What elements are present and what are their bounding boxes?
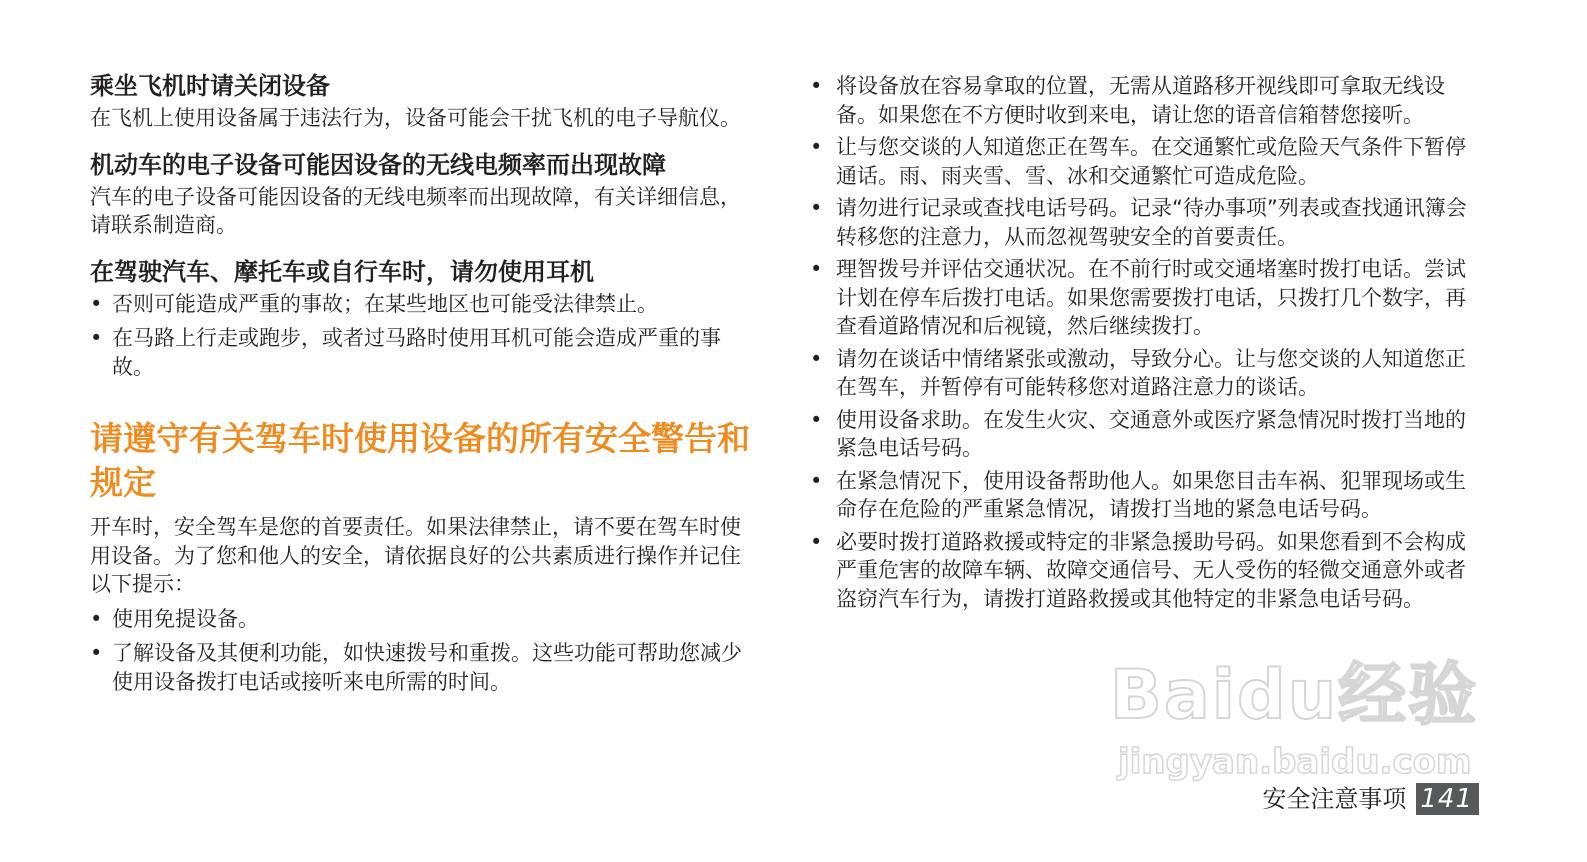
page-number: 141 — [1416, 783, 1479, 815]
watermark-logo: Baidu经验 — [1110, 656, 1479, 735]
list-item: • 使用设备求助。在发生火灾、交通意外或医疗紧急情况时拨打当地的紧急电话号码。 — [810, 407, 1466, 460]
baidu-watermark — [1110, 648, 1480, 788]
section-title-headphones: 在驾驶汽车、摩托车或自行车时，请勿使用耳机 — [90, 257, 594, 286]
bullet-icon: • — [810, 196, 823, 220]
page-footer — [1262, 782, 1479, 816]
section-body-airplane: 在飞机上使用设备属于违法行为，设备可能会干扰飞机的电子导航仪。 — [90, 106, 741, 130]
list-item: • 请勿进行记录或查找电话号码。记录“待办事项”列表或查找通讯簿会转移您的注意力，从而忽视驾驶安全的首要责任。 — [810, 196, 1467, 249]
right-column — [810, 72, 1500, 617]
bullet-icon: • — [810, 529, 823, 554]
list-item: • 使用免提设备。 — [90, 605, 758, 634]
section-title-vehicle-electronics: 机动车的电子设备可能因设备的无线电频率而出现故障 — [90, 150, 666, 179]
list-item: • 请勿在谈话中情绪紧张或激动，导致分心。让与您交谈的人知道您正在驾车，并暂停有可能转移您对道路注意力的谈话。 — [810, 346, 1466, 399]
driving-tips-list — [810, 72, 1480, 613]
bullet-icon: • — [90, 291, 103, 316]
list-item: • 在紧急情况下，使用设备帮助他人。如果您目击车祸、犯罪现场或生命存在危险的严重紧急情况，请拨打当地的紧急电话号码。 — [810, 468, 1466, 521]
bullet-icon: • — [810, 74, 823, 98]
driving-intro: 开车时，安全驾车是您的首要责任。如果法律禁止，请不要在驾车时使用设备。为了您和他人的安全，请依据良好的公共素质进行操作并记住以下提示： — [90, 515, 741, 596]
section-body-vehicle-electronics: 汽车的电子设备可能因设备的无线电频率而出现故障，有关详细信息，请联系制造商。 — [90, 184, 741, 237]
watermark-url: jingyan.baidu.com — [1118, 742, 1472, 782]
bullet-icon: • — [810, 468, 823, 493]
bullet-icon: • — [90, 606, 103, 631]
bullet-icon: • — [90, 326, 103, 350]
list-item: • 在马路上行走或跑步，或者过马路时使用耳机可能会造成严重的事故。 — [90, 326, 721, 379]
list-item: • 了解设备及其便利功能，如快速拨号和重拨。这些功能可帮助您减少使用设备拨打电话或接听来电所需的时间。 — [90, 641, 742, 694]
driving-bullet-list — [90, 605, 758, 697]
bullet-icon: • — [810, 135, 823, 159]
list-item: • 让与您交谈的人知道您正在驾车。在交通繁忙或危险天气条件下暂停通话。雨、雨夹雪、雪、冰和交通繁忙可造成危险。 — [810, 135, 1466, 188]
bullet-icon: • — [810, 257, 823, 281]
bullet-icon: • — [810, 346, 823, 371]
footer-section-label: 安全注意事项 — [1262, 785, 1407, 813]
list-item: • 否则可能造成严重的事故；在某些地区也可能受法律禁止。 — [90, 290, 740, 319]
left-column — [90, 70, 770, 702]
bullet-icon: • — [90, 641, 103, 665]
headphones-bullet-list — [90, 290, 740, 382]
list-item: • 将设备放在容易拿取的位置，无需从道路移开视线即可拿取无线设备。如果您在不方便时收到来电，请让您的语音信箱替您接听。 — [810, 74, 1445, 127]
heading-driving-safety: 请遵守有关驾车时使用设备的所有安全警告和规定 — [90, 419, 750, 502]
list-item: • 必要时拨打道路救援或特定的非紧急援助号码。如果您看到不会构成严重危害的故障车辆、故障交通信号、无人受伤的轻微交通意外或者盗窃汽车行为，请拨打道路救援或其他特定的非紧急电话号码。 — [810, 529, 1466, 611]
section-title-airplane: 乘坐飞机时请关闭设备 — [90, 72, 330, 100]
bullet-icon: • — [810, 407, 823, 432]
list-item: • 理智拨号并评估交通状况。在不前行时或交通堵塞时拨打电话。尝试计划在停车后拨打电话。如果您需要拨打电话，只拨打几个数字，再查看道路情况和后视镜，然后继续拨打。 — [810, 257, 1466, 338]
